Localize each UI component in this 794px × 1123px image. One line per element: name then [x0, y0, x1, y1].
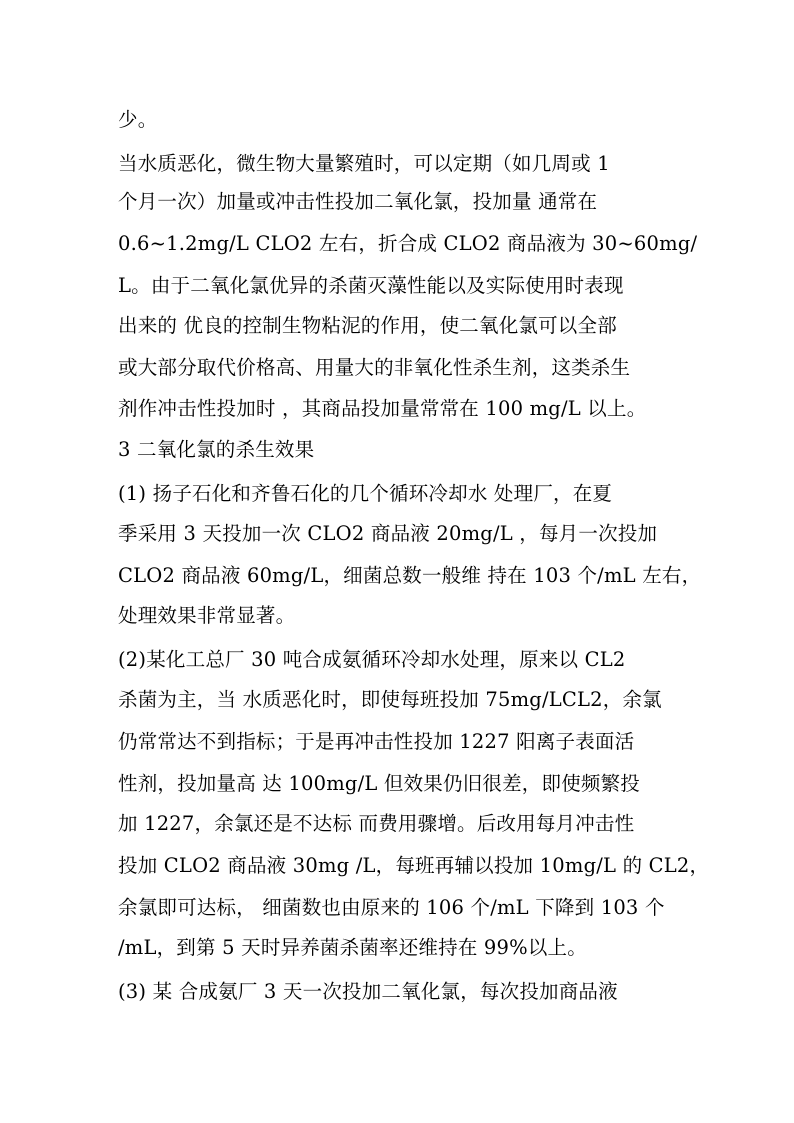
text-line: 0.6~1.2mg/L CLO2 左右，折合成 CLO2 商品液为 30~60mg/	[118, 232, 698, 255]
text-line: 加 1227，余氯还是不达标 而费用骤增。后改用每月冲击性	[118, 812, 635, 835]
text-line: 性剂，投加量高 达 100mg/L 但效果仍旧很差，即使频繁投	[118, 772, 641, 795]
text-line: 或大部分取代价格高、用量大的非氧化性杀生剂，这类杀生	[118, 356, 631, 379]
section-heading: 3 二氧化氯的杀生效果	[118, 438, 315, 461]
text-line: (1) 扬子石化和齐鲁石化的几个循环冷却水 处理厂，在夏	[118, 482, 613, 505]
text-line: 处理效果非常显著。	[118, 604, 296, 627]
text-line: 当水质恶化，微生物大量繁殖时，可以定期（如几周或 1	[118, 152, 610, 175]
text-line: 投加 CLO2 商品液 30mg /L，每班再辅以投加 10mg/L 的 CL2，	[118, 854, 710, 877]
text-line: /mL，到第 5 天时异养菌杀菌率还维持在 99%以上。	[118, 936, 587, 959]
text-line: 剂作冲击性投加时 ，其商品投加量常常在 100 mg/L 以上。	[118, 397, 647, 420]
text-line: L。由于二氧化氯优异的杀菌灭藻性能以及实际使用时表现	[118, 274, 624, 297]
text-line: (2)某化工总厂 30 吨合成氨循环冷却水处理，原来以 CL2	[118, 648, 626, 671]
text-line: 出来的 优良的控制生物粘泥的作用，使二氧化氯可以全部	[118, 314, 617, 337]
text-line: 仍常常达不到指标；于是再冲击性投加 1227 阳离子表面活	[118, 730, 635, 753]
text-line: 季采用 3 天投加一次 CLO2 商品液 20mg/L ，每月一次投加	[118, 522, 658, 545]
text-line: 杀菌为主，当 水质恶化时，即使每班投加 75mg/LCL2，余氯	[118, 688, 662, 711]
text-line: 个月一次）加量或冲击性投加二氧化氯，投加量 通常在	[118, 190, 598, 213]
text-line: (3) 某 合成氨厂 3 天一次投加二氧化氯，每次投加商品液	[118, 980, 618, 1003]
text-line: 少。	[118, 108, 158, 131]
text-line: CLO2 商品液 60mg/L，细菌总数一般维 持在 103 个/mL 左右，	[118, 564, 702, 587]
text-line: 余氯即可达标， 细菌数也由原来的 106 个/mL 下降到 103 个	[118, 896, 665, 919]
